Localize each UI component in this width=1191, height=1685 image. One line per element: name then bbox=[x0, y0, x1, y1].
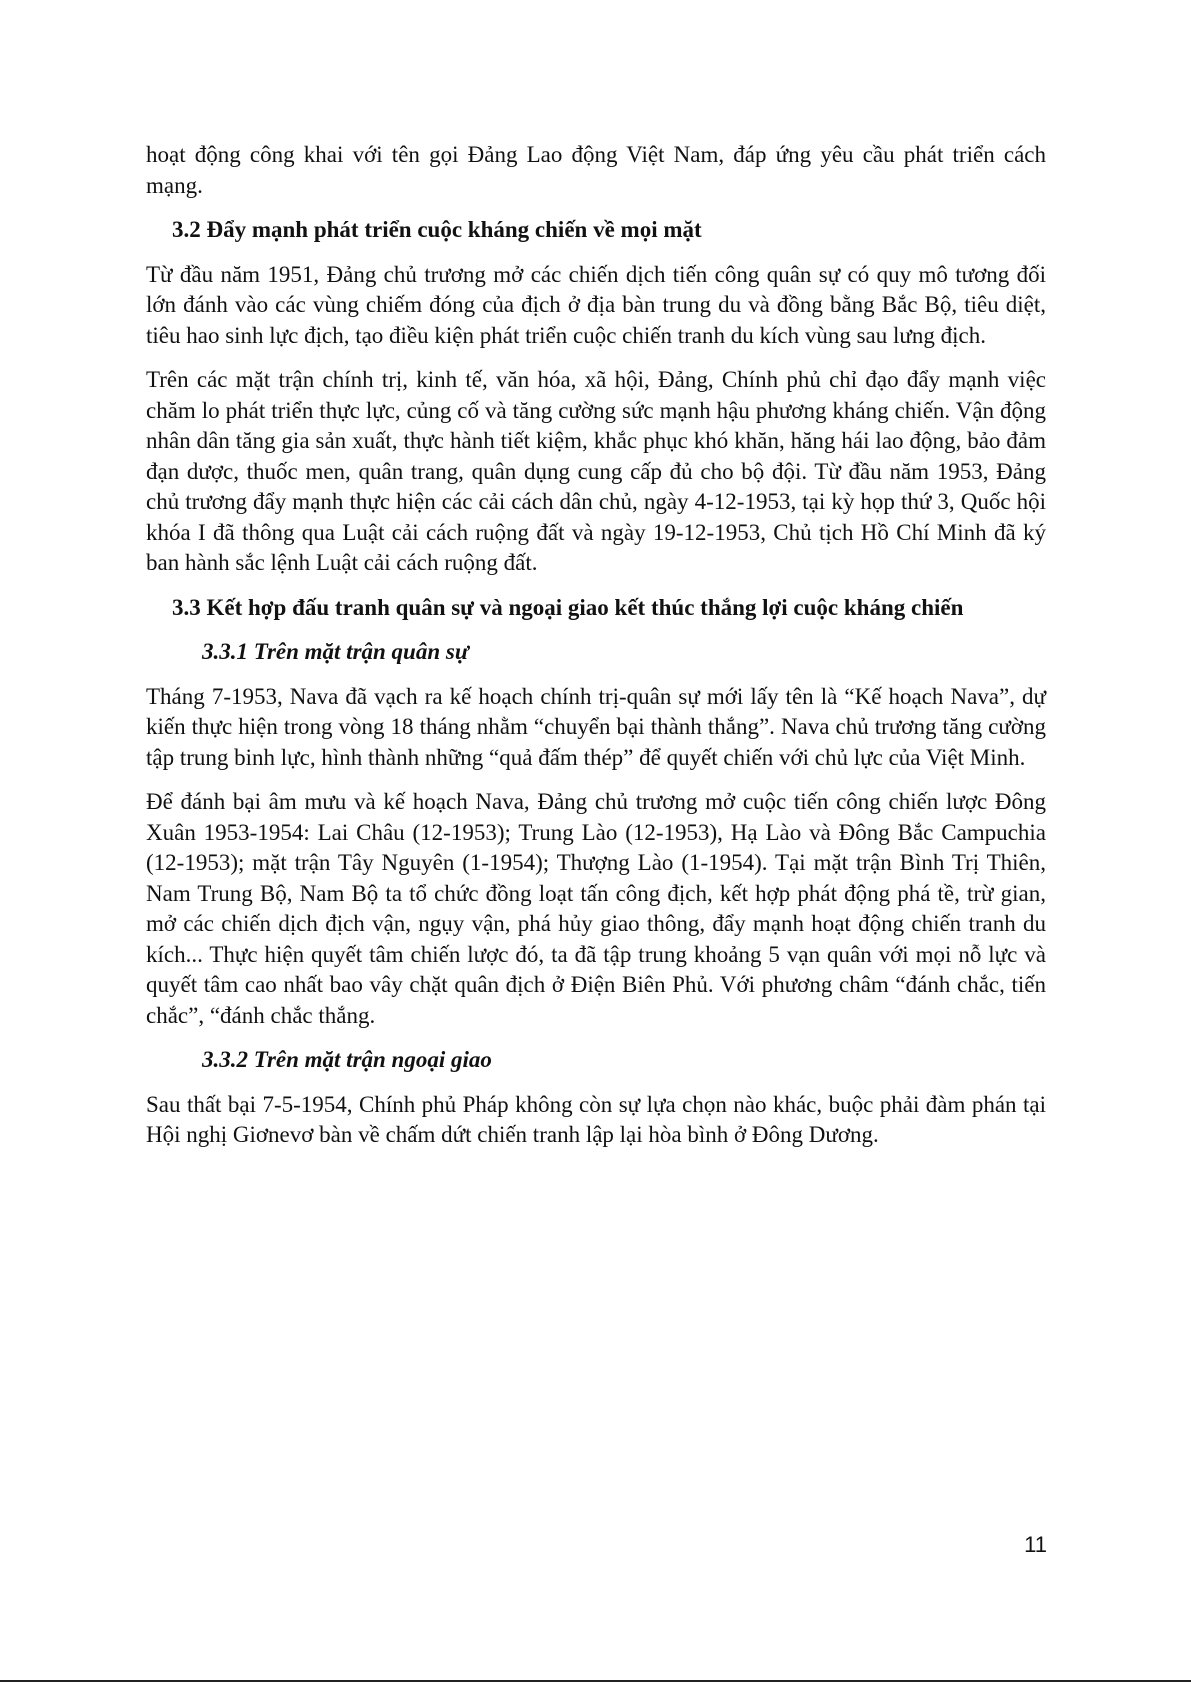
heading-3-3-1: 3.3.1 Trên mặt trận quân sự bbox=[202, 639, 469, 664]
paragraph-intro-continuation: hoạt động công khai với tên gọi Đảng Lao động Việt Nam, đáp ứng yêu cầu phát triển cách mạng. bbox=[146, 142, 1046, 198]
paragraph-geneva-conference: Sau thất bại 7-5-1954, Chính phủ Pháp không còn sự lựa chọn nào khác, buộc phải đàm phán tại Hội nghị Giơnevơ bàn về chấm dứt chiến tranh lập lại hòa bình ở Đông Dương. bbox=[146, 1091, 1046, 1147]
paragraph-navarre-plan: Tháng 7-1953, Nava đã vạch ra kế hoạch chính trị-quân sự mới lấy tên là “Kế hoạch Nava”, dự kiến thực hiện trong vòng 18 tháng nhằm “chuyển bại thành thắng”. Nava chủ trương tăng cường tập trung binh lực, hình thành những “quả đấm thép” để quyết chiến với chủ lực của Việt Minh. bbox=[146, 683, 1046, 770]
paragraph-1951-campaigns: Từ đầu năm 1951, Đảng chủ trương mở các chiến dịch tiến công quân sự có quy mô tương đối lớn đánh vào các vùng chiếm đóng của địch ở địa bàn trung du và đồng bằng Bắc Bộ, tiêu diệt, tiêu hao sinh lực địch, tạo điều kiện phát triển cuộc chiến tranh du kích vùng sau lưng địch. bbox=[146, 261, 1046, 348]
heading-3-3-2: 3.3.2 Trên mặt trận ngoại giao bbox=[202, 1047, 492, 1072]
heading-3-2: 3.2 Đẩy mạnh phát triển cuộc kháng chiến về mọi mặt bbox=[172, 217, 702, 242]
document-body bbox=[146, 140, 1046, 1151]
paragraph-winter-spring-offensive: Để đánh bại âm mưu và kế hoạch Nava, Đảng chủ trương mở cuộc tiến công chiến lược Đông Xuân 1953-1954: Lai Châu (12-1953); Trung Lào (12-1953), Hạ Lào và Đông Bắc Campuchia (12-1953); mặt trận Tây Nguyên (1-1954); Thượng Lào (1-1954). Tại mặt trận Bình Trị Thiên, Nam Trung Bộ, Nam Bộ ta tổ chức đồng loạt tấn công địch, kết hợp phát động phá tề, trừ gian, mở các chiến dịch địch vận, ngụy vận, phá hủy giao thông, đẩy mạnh hoạt động chiến tranh du kích... Thực hiện quyết tâm chiến lược đó, ta đã tập trung khoảng 5 vạn quân với mọi nỗ lực và quyết tâm cao nhất bao vây chặt quân địch ở Điện Biên Phủ. Với phương châm “đánh chắc, tiến chắc”, “đánh chắc thắng. bbox=[146, 789, 1046, 1028]
page-number: 11 bbox=[1024, 1532, 1047, 1557]
bottom-rule bbox=[0, 1680, 1191, 1682]
heading-3-3: 3.3 Kết hợp đấu tranh quân sự và ngoại giao kết thúc thắng lợi cuộc kháng chiến bbox=[172, 594, 964, 620]
paragraph-home-front: Trên các mặt trận chính trị, kinh tế, văn hóa, xã hội, Đảng, Chính phủ chỉ đạo đẩy mạnh việc chăm lo phát triển thực lực, củng cố và tăng cường sức mạnh hậu phương kháng chiến. Vận động nhân dân tăng gia sản xuất, thực hành tiết kiệm, khắc phục khó khăn, hăng hái lao động, bảo đảm đạn dược, thuốc men, quân trang, quân dụng cung cấp đủ cho bộ đội. Từ đầu năm 1953, Đảng chủ trương đẩy mạnh thực hiện các cải cách dân chủ, ngày 4-12-1953, tại kỳ họp thứ 3, Quốc hội khóa I đã thông qua Luật cải cách ruộng đất và ngày 19-12-1953, Chủ tịch Hồ Chí Minh đã ký ban hành sắc lệnh Luật cải cách ruộng đất. bbox=[146, 367, 1046, 575]
